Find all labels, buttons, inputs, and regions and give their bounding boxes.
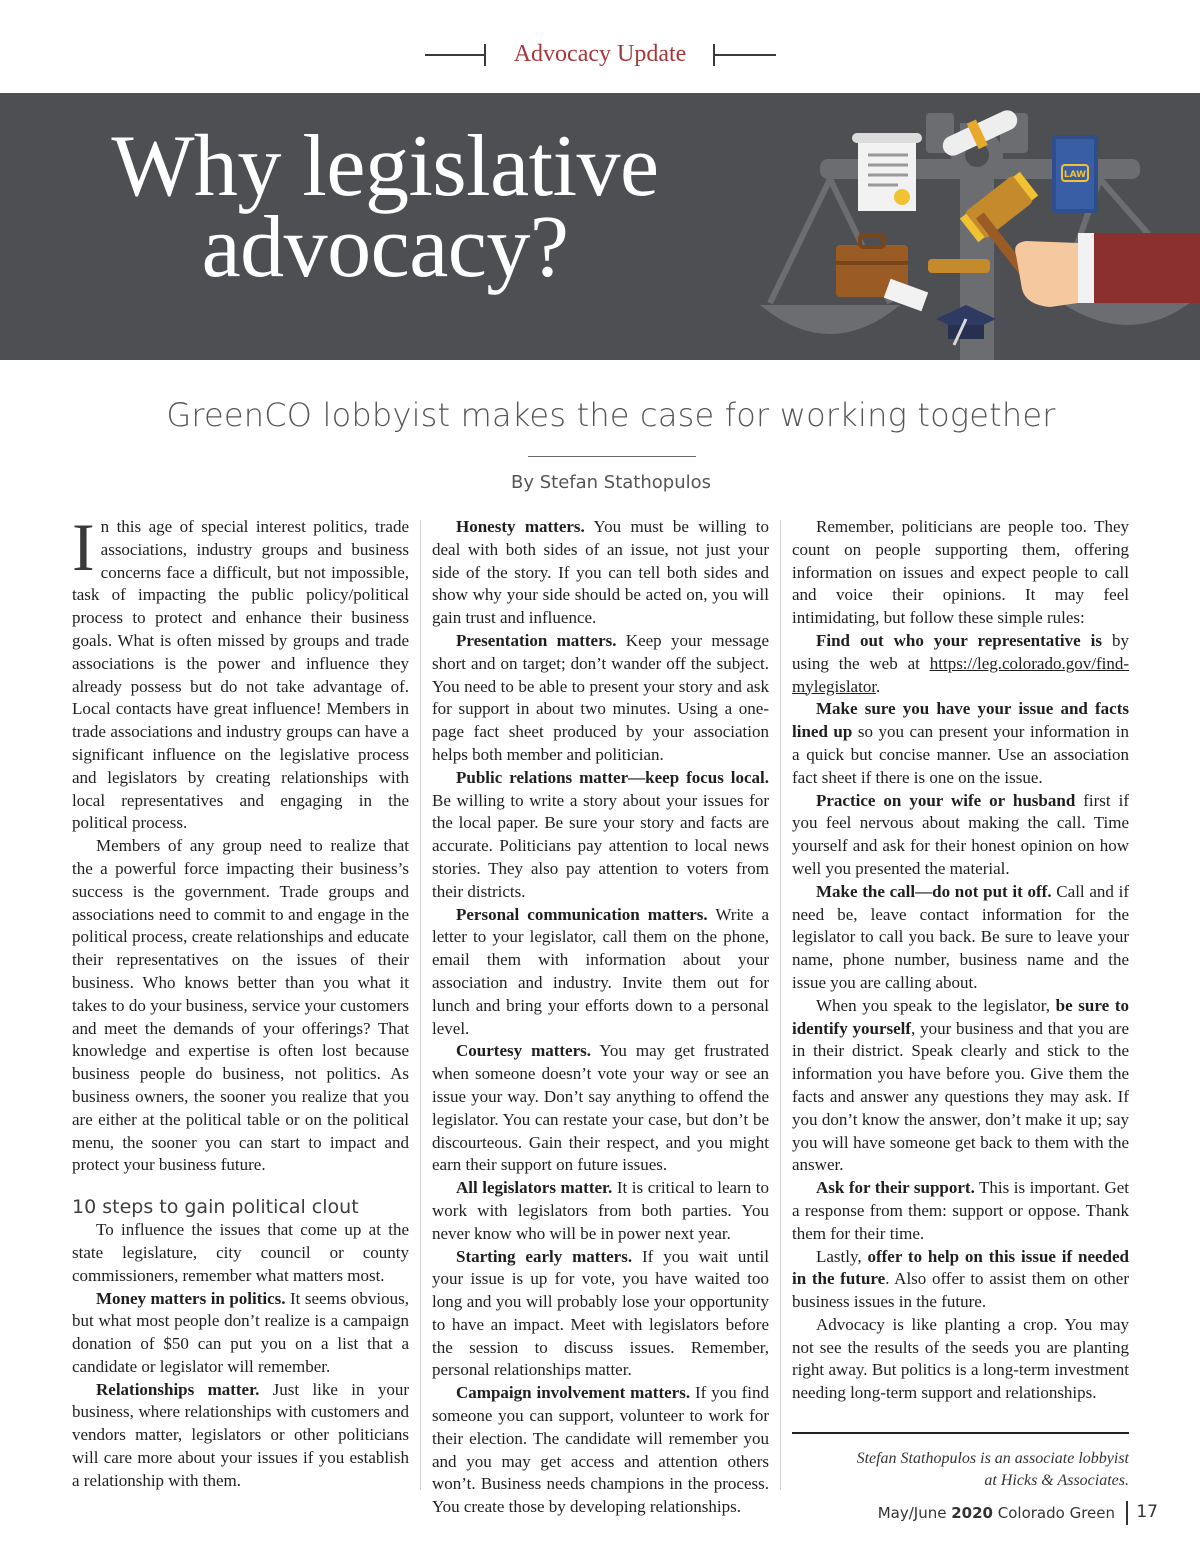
rule-text: Just like in your business, where relationships with customers and vendors matter, legislators or other politicians will care more about your issues if you establish a relationship with them.: [72, 1379, 409, 1490]
section-label: Advocacy Update: [513, 41, 687, 67]
rule-text: Call and if need be, leave contact information for the legislator to call you back. Be sure to leave your name, phone number, business name and the issue you are calling about.: [792, 881, 1129, 992]
rule-text: If you wait until your issue is up for vote, you have waited too long and you will probably lose your opportunity to have an impact. Meet with legislators before the session to discuss issues. Remember, personal relationships matter.: [432, 1246, 769, 1380]
column-divider-2: [780, 520, 781, 1490]
rule-text: by using the web at: [792, 630, 1130, 673]
issue-year: 2020: [951, 1504, 993, 1522]
author-bio: [792, 1448, 1129, 1492]
sound-block-icon: [928, 259, 990, 273]
justice-illustration: [760, 93, 1200, 360]
rule-paragraph: [72, 1288, 409, 1379]
rule-title: Campaign involvement matters.: [456, 1383, 691, 1403]
drop-cap: I: [72, 509, 95, 585]
paragraph-text: Remember, politicians are people too. They count on people supporting them, offering information on issues and expect people to call and voice their opinions. It may feel intimidating, but follow these simple rules:: [792, 517, 1129, 628]
article-subtitle: GreenCO lobbyist makes the case for working together: [166, 396, 1056, 434]
hand-icon: [1015, 233, 1200, 307]
rule-paragraph: [432, 630, 769, 767]
section-heading: 10 steps to gain political clout: [72, 1196, 359, 1219]
rule-paragraph: [432, 767, 769, 904]
bio-line-1: Stefan Stathopulos is an associate lobbyist: [856, 1450, 1129, 1467]
subtitle-divider: [528, 456, 696, 457]
rule-text: If you find someone you can support, volunteer to work for their election. The candidate will remember you and you may get access and attention others won’t. Business needs champions in the process. You create those by developing relationships.: [432, 1383, 770, 1517]
title-banner: [0, 93, 1200, 360]
article-title: [0, 118, 770, 296]
page-footer: [0, 1501, 1200, 1527]
rule-paragraph: [792, 698, 1129, 789]
column-2: [432, 516, 769, 1519]
paragraph-text: Members of any group need to realize that the a powerful force impacting their business’s success is the government. Trade groups and associations need to commit to and engage in the political process, create relationships and educate their representatives on the issues of their business. Who knows better than you what it takes to do your business, service your customers and meet the demands of your offerings? That knowledge and expertise is often lost because business people do business, not politics. As business owners, the sooner you realize that you are either at the political table or on the political menu, the sooner you can start to impact and protect your business future.: [72, 836, 409, 1175]
legislator-lookup-link[interactable]: https://leg.colorado.gov/find-mylegislator: [792, 653, 1129, 696]
rule-title: Find out who your representative is: [816, 630, 1103, 650]
rule-paragraph: [792, 881, 1129, 995]
rule-text: . Also offer to assist them on other business issues in the future.: [792, 1269, 1129, 1312]
rule-paragraph: [432, 904, 769, 1041]
section-header: [0, 38, 1200, 72]
rule-text: Be willing to write a story about your issues for the local paper. Be sure your story and facts are accurate. Politicians pay attention to local news stories. They also pay attention to voters from their districts.: [432, 790, 769, 901]
rule-paragraph: [432, 1246, 769, 1383]
rule-text: Keep your message short and on target; don’t wander off the subject. You need to be able to present your story and ask for support in about two minutes. Using a one-page fact sheet produced by your association helps both member and politician.: [432, 630, 769, 764]
intro-paragraph: [72, 509, 409, 835]
rule-paragraph: [432, 1040, 769, 1177]
rule-title: be sure to identify yourself: [792, 995, 1129, 1038]
rule-text: so you can present your information in a quick but concise manner. Use an association fact sheet if there is one on the issue.: [792, 722, 1129, 787]
intro-text: n this age of special interest politics, trade associations, industry groups and business concerns face a difficult, but not impossible, task of impacting the public policy/political process to protect and enhance their business goals. What is often missed by groups and trade associations is the power and influence they already possess but do not take advantage of. Local contacts have great influence! Members in trade associations and industry groups can have a significant influence on the legislative process and legislators by creating relationships with local representatives and engaging in the political process.: [72, 517, 409, 833]
rule-title: Courtesy matters.: [456, 1041, 592, 1061]
rule-paragraph: [792, 995, 1129, 1177]
rule-title: All legislators matter.: [456, 1178, 613, 1198]
rule-text: It seems obvious, but what most people don’t realize is a campaign donation of $50 can put you on a list that a candidate or legislator will remember.: [72, 1288, 409, 1376]
rule-text: You must be willing to deal with both sides of an issue, not just your side of the story. If you can tell both sides and show why your side should be acted on, you will gain trust and influence.: [432, 517, 769, 628]
header-rule-right: [714, 54, 776, 56]
rule-text-start: When you speak to the legislator,: [816, 995, 1056, 1015]
document-icon: [852, 133, 922, 211]
bio-divider: [792, 1432, 1129, 1434]
bio-line-2: at Hicks & Associates.: [984, 1472, 1129, 1489]
rule-title: Presentation matters.: [456, 630, 617, 650]
rule-paragraph: [792, 790, 1129, 881]
rule-paragraph: [792, 630, 1129, 698]
rule-text: It is critical to learn to work with legislators from both parties. You never know who will be in power next year.: [432, 1178, 770, 1243]
rule-text: Write a letter to your legislator, call them on the phone, email them with information about your association and industry. Invite them out for lunch and bring your efforts down to a personal level.: [432, 904, 769, 1038]
law-book-label: LAW: [1063, 170, 1087, 180]
rule-title: Money matters in politics.: [96, 1288, 286, 1308]
column-3: [792, 516, 1129, 1405]
rule-title: Public relations matter—keep focus local.: [456, 767, 769, 787]
rule-title: offer to help on this issue if needed in the future: [792, 1246, 1130, 1289]
footer-divider: [1126, 1501, 1128, 1525]
paragraph: [72, 1219, 409, 1287]
rule-text: , your business and that you are in their district. Speak clearly and stick to the information you have before you. Give them the facts and answer any questions they may ask. If you don’t know the answer, don’t make it up; say you will have someone get back to them with the answer.: [792, 1018, 1129, 1175]
rule-text-start: Lastly,: [816, 1246, 868, 1266]
rule-title: Practice on your wife or husband: [816, 790, 1076, 810]
rule-paragraph: [72, 1379, 409, 1493]
rule-text: This is important. Get a response from them: support or oppose. Thank them for their time.: [792, 1178, 1129, 1243]
rule-text: You may get frustrated when someone doesn’t vote your way or see an issue your way. Don’t say anything to offend the legislator. You can restate your case, but don’t be discourteous. Gain their respect, and you might earn their support on future issues.: [432, 1041, 769, 1175]
magazine-name: Colorado Green: [992, 1504, 1115, 1522]
paragraph-text: Advocacy is like planting a crop. You may not see the results of the seeds you are planting right away. But politics is a long-term investment needing long-term support and relationships.: [792, 1314, 1129, 1403]
rule-paragraph: [432, 1382, 769, 1519]
column-divider-1: [420, 520, 421, 1490]
rule-title: Honesty matters.: [456, 517, 585, 536]
column-1: [72, 509, 409, 1493]
paragraph: [72, 835, 409, 1177]
title-line-2: advocacy?: [201, 198, 569, 296]
rule-title: Ask for their support.: [816, 1178, 975, 1198]
byline: By Stefan Stathopulos: [511, 472, 711, 493]
law-book-icon: [1052, 135, 1098, 213]
rule-text-end: .: [876, 676, 881, 696]
rule-title: Make sure you have your issue and facts lined up: [792, 699, 1129, 742]
rule-title: Relationships matter.: [96, 1379, 260, 1399]
closing-paragraph: [792, 1314, 1129, 1405]
rule-title: Personal communication matters.: [456, 904, 708, 924]
rule-title: Make the call—do not put it off.: [816, 881, 1052, 901]
paragraph: [792, 516, 1129, 630]
page-number: 17: [1136, 1502, 1158, 1522]
rule-paragraph: [792, 1246, 1129, 1314]
issue-month: May/June: [877, 1504, 952, 1522]
rule-paragraph: [792, 1177, 1129, 1245]
title-line-1: Why legislative: [111, 118, 659, 215]
rule-paragraph: [432, 1177, 769, 1245]
rule-text: first if you feel nervous about making the call. Time yourself and ask for their honest opinion on how well you presented the material.: [792, 790, 1129, 878]
issue-label: [878, 1504, 1115, 1522]
paragraph-text: To influence the issues that come up at the state legislature, city council or county commissioners, remember what matters most.: [72, 1220, 409, 1285]
rule-title: Starting early matters.: [456, 1246, 633, 1266]
rule-paragraph: [432, 516, 769, 630]
